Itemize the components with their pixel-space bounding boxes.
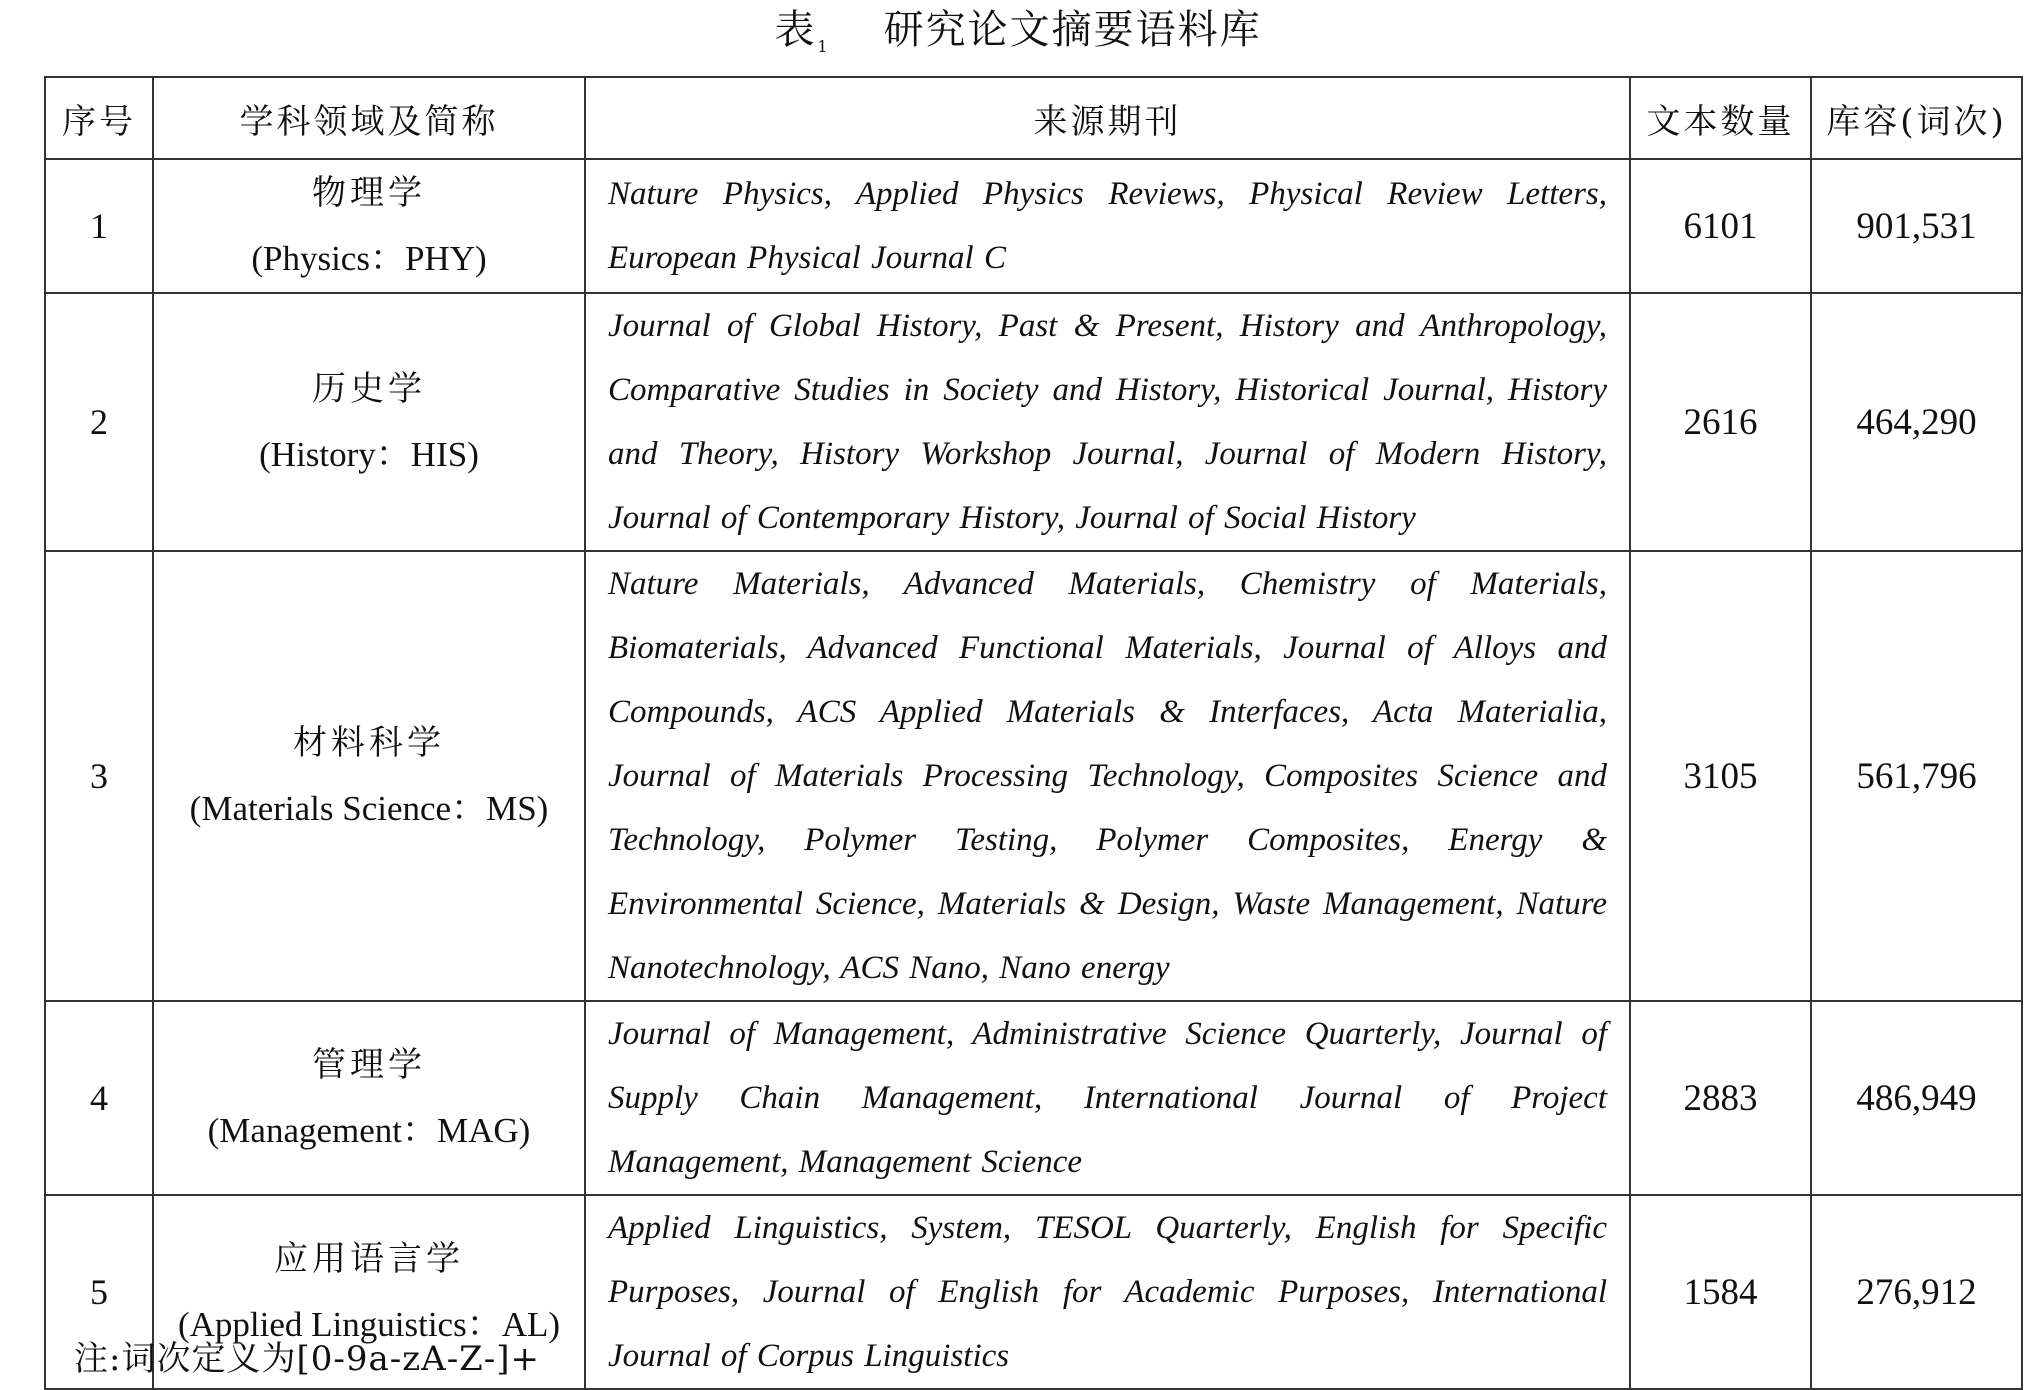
field-name-zh: 物理学 — [312, 173, 426, 213]
header-tokens: 库容(词次) — [1811, 77, 2022, 159]
table-number: 1 — [817, 37, 830, 56]
token-count: 901,531 — [1811, 159, 2022, 293]
table-label: 表 — [774, 7, 817, 53]
token-count: 561,796 — [1811, 551, 2022, 1001]
field-name-en: (History：HIS) — [259, 435, 479, 474]
token-count: 464,290 — [1811, 293, 2022, 551]
table-row — [45, 159, 2022, 293]
header-index: 序号 — [45, 77, 153, 159]
field-name-zh: 历史学 — [312, 369, 426, 409]
table-header — [45, 77, 2022, 159]
field-name-en: (Materials Science：MS) — [189, 789, 549, 828]
field-cell — [153, 551, 585, 1001]
field-cell — [153, 159, 585, 293]
row-index: 4 — [45, 1001, 153, 1195]
row-index: 2 — [45, 293, 153, 551]
text-count: 2616 — [1630, 293, 1811, 551]
corpus-table — [44, 76, 2023, 1390]
journal-list: Journal of Management, Administrative Science Quarterly, Journal of Supply Chain Management, International Journal of Project Management, Management Science — [585, 1001, 1630, 1195]
field-name-zh: 材料科学 — [293, 723, 445, 763]
journal-list: Journal of Global History, Past & Present, History and Anthropology, Comparative Studies in Society and History, Historical Journal, History and Theory, History Workshop Journal, Journal of Modern History, Journal of Contemporary History, Journal of Social History — [585, 293, 1630, 551]
header-journals: 来源期刊 — [585, 77, 1630, 159]
field-name-en: (Applied Linguistics：AL) — [177, 1305, 561, 1344]
journal-list: Nature Materials, Advanced Materials, Chemistry of Materials, Biomaterials, Advanced Functional Materials, Journal of Alloys and Compounds, ACS Applied Materials & Interfaces, Acta Materialia, Journal of Materials Processing Technology, Composites Science and Technology, Polymer Testing, Polymer Composites, Energy & Environmental Science, Materials & Design, Waste Management, Nature Nanotechnology, ACS Nano, Nano energy — [585, 551, 1630, 1001]
text-count: 6101 — [1630, 159, 1811, 293]
field-cell — [153, 293, 585, 551]
journal-list: Applied Linguistics, System, TESOL Quarterly, English for Specific Purposes, Journal of English for Academic Purposes, International Journal of Corpus Linguistics — [585, 1195, 1630, 1389]
text-count: 3105 — [1630, 551, 1811, 1001]
row-index: 1 — [45, 159, 153, 293]
header-text-count: 文本数量 — [1630, 77, 1811, 159]
text-count: 1584 — [1630, 1195, 1811, 1389]
table-title-text: 研究论文摘要语料库 — [883, 7, 1262, 53]
header-field: 学科领域及简称 — [153, 77, 585, 159]
row-index: 3 — [45, 551, 153, 1001]
field-name-en: (Physics：PHY) — [251, 239, 487, 278]
table-title — [0, 2, 2036, 75]
journal-list: Nature Physics, Applied Physics Reviews, Physical Review Letters, European Physical Journal C — [585, 159, 1630, 293]
token-count: 486,949 — [1811, 1001, 2022, 1195]
table-row — [45, 551, 2022, 1001]
table-note: 注:词次定义为[0-9a-zA-Z-]+ — [74, 1339, 541, 1379]
field-cell — [153, 1001, 585, 1195]
token-count: 276,912 — [1811, 1195, 2022, 1389]
table-row — [45, 1001, 2022, 1195]
table-row — [45, 293, 2022, 551]
field-name-zh: 应用语言学 — [274, 1239, 464, 1279]
table-body — [45, 159, 2022, 1389]
row-index: 5 — [45, 1195, 153, 1389]
field-name-en: (Management：MAG) — [207, 1111, 531, 1150]
text-count: 2883 — [1630, 1001, 1811, 1195]
field-name-zh: 管理学 — [312, 1045, 426, 1085]
header-row — [45, 77, 2022, 159]
